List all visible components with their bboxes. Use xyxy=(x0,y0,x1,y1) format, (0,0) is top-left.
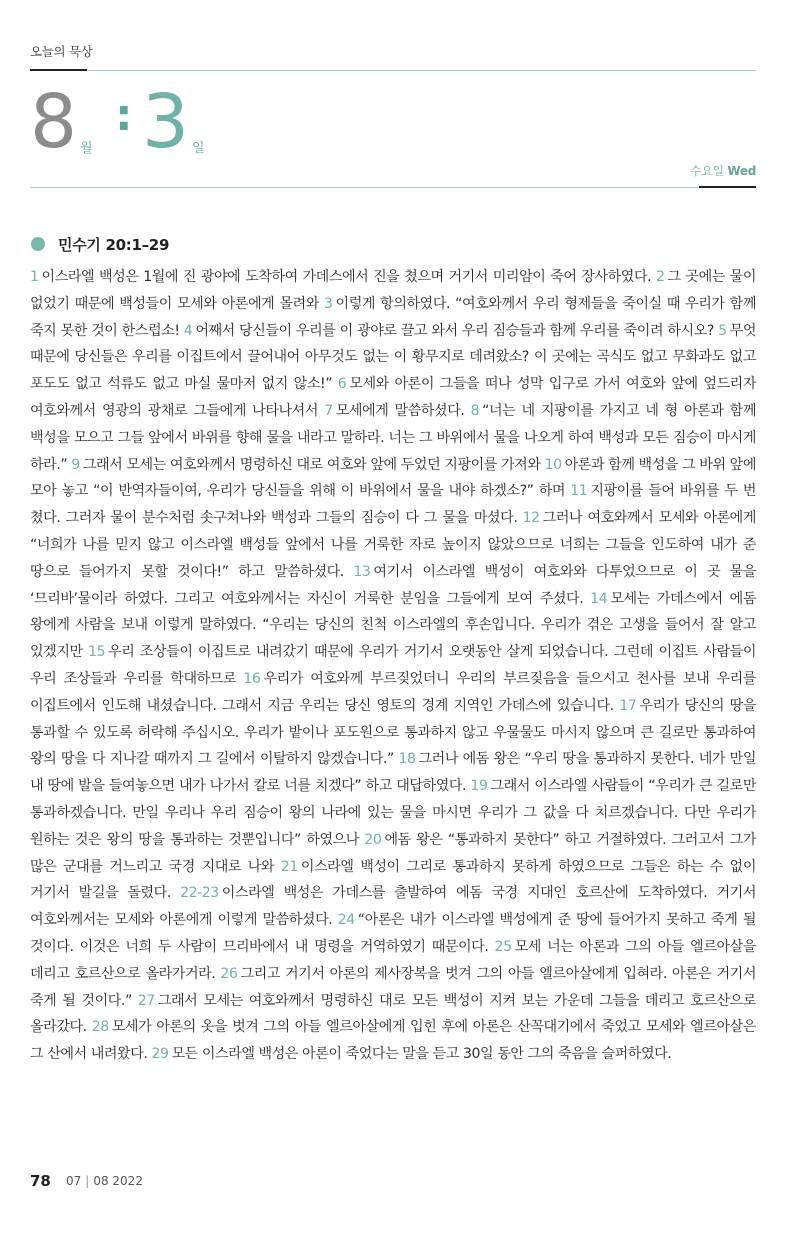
verse-text: 이스라엘 백성은 가데스를 출발하여 에돔 국경 지대인 호르산에 도착하였다. 거기서 여호와께서는 모세와 아론에게 이렇게 말씀하셨다. xyxy=(30,885,756,929)
verse-text: 무엇 때문에 당신들은 우리를 이집트에서 끌어내어 아무것도 없는 이 황무지로 데려왔소? 이 곳에는 곡식도 없고 무화과도 없고 포도도 없고 석류도 없고 마실 물마저 없지 않소!” xyxy=(30,322,756,393)
verse-text: 우리가 당신의 땅을 통과할 수 있도록 허락해 주십시오. 우리가 밭이나 포도원으로 통과하지 않고 우물물도 마시지 않으며 큰 길로만 통과하여 왕의 땅을 다 지나갈 때까지 그 길에서 이탈하지 않겠습니다.” xyxy=(30,697,756,768)
footer-month: 07 xyxy=(66,1174,82,1188)
verse-text: 모세 너는 아론과 그의 아들 엘르아살을 데리고 호르산으로 올라가거라. xyxy=(30,938,756,982)
verse-text: 지팡이를 들어 바위를 두 번 쳤다. 그러자 물이 분수처럼 솟구쳐나와 백성과 그들의 짐승이 다 그 물을 마셨다. xyxy=(30,483,757,527)
verse-text: 모든 이스라엘 백성은 아론이 죽었다는 말을 듣고 30일 동안 그의 죽음을 슬퍼하였다. xyxy=(171,1046,672,1063)
footer-day-year: 08 2022 xyxy=(93,1174,143,1188)
verse-text: 그리고 거기서 아론의 제사장복을 벗겨 그의 아들 엘르아살에게 입혀라. 아론은 거기서 죽게 될 것이다.” xyxy=(30,965,756,1009)
top-divider xyxy=(87,70,756,71)
verse-number: 16 xyxy=(243,670,261,687)
verse-number: 6 xyxy=(337,376,347,393)
verse-number: 14 xyxy=(590,590,608,607)
scripture-body xyxy=(30,264,756,1068)
verse-text: 모세는 가데스에서 에돔 왕에게 사람을 보내 이렇게 말하였다. “우리는 당신의 친척 이스라엘의 후손입니다. 우리가 겪은 고생을 들어서 잘 알고 있겠지만 xyxy=(30,590,756,661)
verse-text: 우리가 여호와께 부르짖었더니 우리의 부르짖음을 들으시고 천사를 보내 우리를 이집트에서 인도해 내셨습니다. 그래서 지금 우리는 당신 영토의 경계 지역인 가데스에 있습니다. xyxy=(30,670,757,714)
verse-text: 여기서 이스라엘 백성이 여호와와 다투었으므로 이 곳 물을 ‘므리바’물이라 하였다. 그리고 여호와께서는 자신이 거룩한 분임을 그들에게 보여 주셨다. xyxy=(30,563,757,607)
verse-number: 26 xyxy=(220,965,238,982)
date-separator: : xyxy=(115,90,133,141)
verse-text: 이스라엘 백성이 그리로 통과하지 못하게 하였으므로 그들은 하는 수 없이 거기서 발길을 돌렸다. xyxy=(30,858,756,902)
verse-text: 모세가 아론의 옷을 벗겨 그의 아들 엘르아살에게 입힌 후에 아론은 산꼭대기에서 죽었고 모세와 엘르아살은 그 산에서 내려왔다. xyxy=(30,1019,756,1063)
verse-number: 17 xyxy=(619,697,637,714)
verse-number: 12 xyxy=(522,510,540,527)
footer-divider: | xyxy=(85,1174,90,1188)
verse-text: “아론은 내가 이스라엘 백성에게 준 땅에 들어가지 못하고 죽게 될 것이다. 이것은 너희 두 사람이 므리바에서 내 명령을 거역하였기 때문이다. xyxy=(30,912,756,955)
month-unit: 월 xyxy=(80,141,93,156)
section-label: 오늘의 묵상 xyxy=(30,44,93,59)
verse-number: 19 xyxy=(470,778,488,795)
verse-number: 1 xyxy=(30,269,39,285)
verse-number: 9 xyxy=(71,456,80,473)
bullet-dot-icon xyxy=(31,237,45,251)
verse-text: 이렇게 항의하였다. “여호와께서 우리 형제들을 죽이실 때 우리가 함께 죽지 못한 것이 한스럽소! xyxy=(30,295,756,339)
verse-text: 모세와 아론이 그들을 떠나 성막 입구로 가서 여호와 앞에 엎드리자 여호와께서 영광의 광채로 그들에게 나타나셔서 xyxy=(30,376,757,419)
verse-text: 그래서 모세는 여호와께서 명령하신 대로 모든 백성이 지켜 보는 가운데 그들을 데리고 호르산으로 올라갔다. xyxy=(30,992,756,1036)
verse-number: 15 xyxy=(88,644,106,661)
verse-number: 2 xyxy=(655,269,665,285)
verse-text: 그래서 모세는 여호와께서 명령하신 대로 여호와 앞에 두었던 지팡이를 가져와 xyxy=(82,456,541,473)
verse-text: 아론과 함께 백성을 그 바위 앞에 모아 놓고 “이 반역자들이여, 우리가 당신들을 위해 이 바위에서 물을 내야 하겠소?” 하며 xyxy=(30,456,757,500)
verse-text: 그래서 이스라엘 사람들이 “우리가 큰 길로만 통과하겠습니다. 만일 우리나 우리 짐승이 왕의 나라에 있는 물을 마시면 우리가 그 값을 다 치르겠습니다. 다만 우리가 원하는 것은 왕의 땅을 통과하는 것뿐입니다” 하였으나 xyxy=(30,778,756,848)
verse-number: 7 xyxy=(324,402,333,419)
day-unit: 일 xyxy=(192,141,205,156)
verse-text: 그러나 여호와께서 모세와 아론에게 “너희가 나를 믿지 않고 이스라엘 백성들 앞에서 나를 거룩한 자로 높이지 않았으므로 너희는 그들을 인도하여 내가 준 땅으로 들어가지 못할 것이다!” 하고 말씀하셨다. xyxy=(30,510,757,580)
verse-number: 25 xyxy=(494,938,512,955)
verse-number: 18 xyxy=(398,751,416,768)
verse-number: 24 xyxy=(337,912,355,929)
verse-text: “너는 네 지팡이를 가지고 네 형 아론과 함께 백성을 모으고 그들 앞에서 바위를 향해 물을 내라고 말하라. 너는 그 바위에서 물을 나오게 하여 백성과 모든 짐승이 마시게 하라.” xyxy=(30,402,757,473)
page-number: 78 xyxy=(30,1172,51,1190)
verse-number: 27 xyxy=(137,992,155,1009)
verse-number: 21 xyxy=(280,858,298,875)
footer-date xyxy=(66,1174,143,1188)
month-number: 8 xyxy=(30,79,76,165)
verse-number: 5 xyxy=(718,322,727,339)
verse-number: 10 xyxy=(544,456,562,473)
verse-number: 20 xyxy=(364,831,382,848)
verse-text: 모세에게 말씀하셨다. xyxy=(335,402,465,419)
verse-number: 3 xyxy=(324,295,333,312)
weekday-english: Wed xyxy=(727,164,756,178)
verse-text: 우리 조상들이 이집트로 내려갔기 때문에 우리가 거기서 오랫동안 살게 되었습니다. 그런데 이집트 사람들이 우리 조상들과 우리를 학대하므로 xyxy=(30,644,756,687)
day-number: 3 xyxy=(142,79,190,165)
weekday-underline xyxy=(699,186,756,188)
verse-number: 11 xyxy=(570,483,588,500)
verse-number: 4 xyxy=(183,322,193,339)
verse-number: 29 xyxy=(151,1046,169,1063)
header-divider xyxy=(30,187,699,188)
verse-text: 이스라엘 백성은 1월에 진 광야에 도착하여 가데스에서 진을 쳤으며 거기서 미리암이 죽어 장사하였다. xyxy=(41,269,652,285)
verse-text: 어째서 당신들이 우리를 이 광야로 끌고 와서 우리 짐승들과 함께 우리를 죽이려 하시오? xyxy=(195,322,714,339)
section-label-underline xyxy=(30,69,87,71)
weekday-korean: 수요일 xyxy=(689,164,724,178)
verse-text: 그러나 에돔 왕은 “우리 땅을 통과하지 못한다. 네가 만일 내 땅에 발을 들여놓으면 내가 나가서 칼로 너를 치겠다” 하고 대답하였다. xyxy=(30,751,756,795)
verse-number: 13 xyxy=(353,563,371,580)
verse-number: 22-23 xyxy=(180,885,219,902)
verse-text: 그 곳에는 물이 없었기 때문에 백성들이 모세와 아론에게 몰려와 xyxy=(30,269,757,312)
verse-text: 에돔 왕은 “통과하지 못한다” 하고 거절하였다. 그러고서 그가 많은 군대를 거느리고 국경 지대로 나와 xyxy=(30,831,757,875)
verse-number: 28 xyxy=(91,1019,109,1036)
verse-number: 8 xyxy=(470,402,480,419)
weekday-label xyxy=(600,162,756,179)
passage-reference: 민수기 20:1–29 xyxy=(58,236,170,254)
